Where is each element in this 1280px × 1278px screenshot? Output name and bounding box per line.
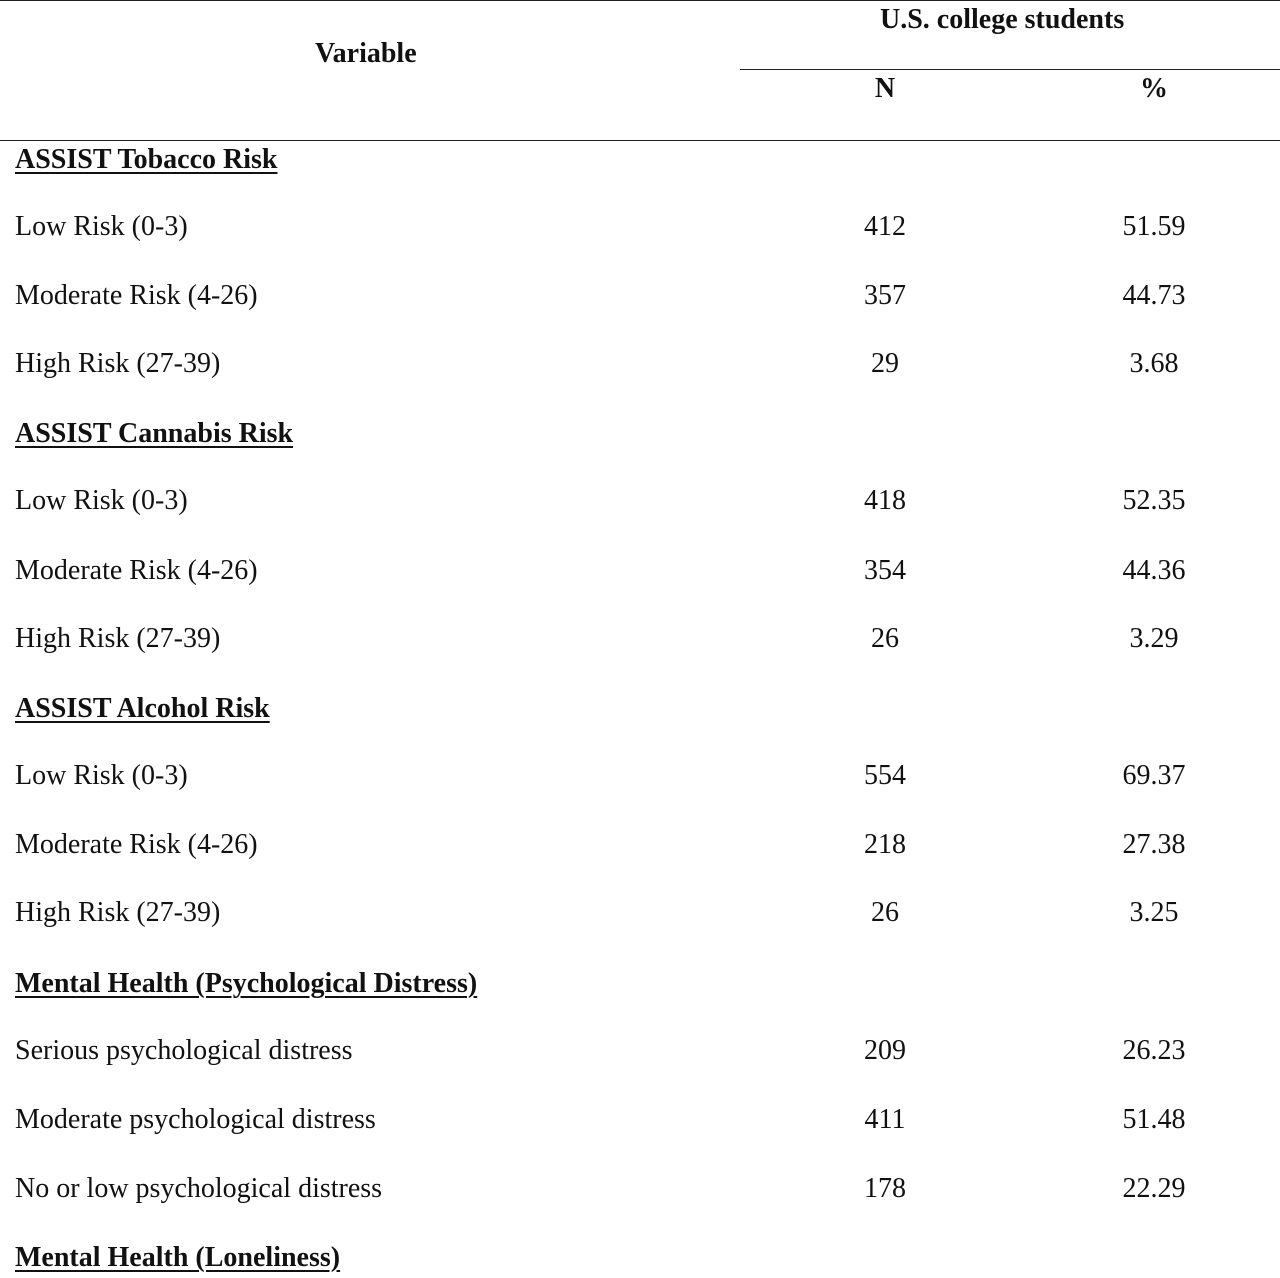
table-row [0, 756, 1280, 796]
row-label: Low Risk (0-3) [15, 760, 188, 791]
section-title: ASSIST Cannabis Risk [15, 418, 294, 449]
pct-cell: 22.29 [1122, 1173, 1186, 1204]
n-cell: 418 [864, 485, 906, 516]
section-header-row [0, 689, 1280, 729]
row-label: Low Risk (0-3) [15, 485, 188, 516]
pct-cell: 51.59 [1122, 211, 1186, 242]
table-row [0, 481, 1280, 521]
n-cell: 357 [864, 280, 906, 311]
variable-header: Variable [315, 38, 417, 69]
n-cell: 411 [864, 1104, 906, 1135]
n-column-header: N [874, 73, 896, 104]
pct-cell: 44.36 [1122, 555, 1186, 586]
pct-cell: 44.73 [1122, 280, 1186, 311]
row-label: Low Risk (0-3) [15, 211, 188, 242]
n-cell: 26 [871, 623, 899, 654]
n-cell: 354 [864, 555, 906, 586]
n-cell: 554 [864, 760, 906, 791]
table-row [0, 207, 1280, 247]
section-title: ASSIST Alcohol Risk [15, 693, 270, 724]
n-cell: 218 [864, 829, 906, 860]
n-cell: 29 [871, 348, 899, 379]
table-row [0, 344, 1280, 384]
row-label: High Risk (27-39) [15, 897, 221, 928]
n-cell: 26 [871, 897, 899, 928]
n-cell: 178 [864, 1173, 906, 1204]
pct-cell: 69.37 [1122, 760, 1186, 791]
section-title: ASSIST Tobacco Risk [15, 144, 278, 175]
table-row [0, 551, 1280, 591]
row-label: High Risk (27-39) [15, 348, 221, 379]
n-cell: 209 [864, 1035, 906, 1066]
pct-column-header: % [1140, 73, 1168, 104]
row-label: Moderate Risk (4-26) [15, 829, 258, 860]
table-row [0, 893, 1280, 933]
section-header-row [0, 140, 1280, 180]
pct-cell: 27.38 [1122, 829, 1186, 860]
pct-cell: 3.68 [1129, 348, 1179, 379]
table-row [0, 1100, 1280, 1140]
row-label: High Risk (27-39) [15, 623, 221, 654]
section-header-row [0, 414, 1280, 454]
pct-cell: 26.23 [1122, 1035, 1186, 1066]
row-label: Serious psychological distress [15, 1035, 353, 1066]
pct-cell: 3.25 [1129, 897, 1179, 928]
pct-cell: 3.29 [1129, 623, 1179, 654]
pct-cell: 52.35 [1122, 485, 1186, 516]
table-row [0, 825, 1280, 865]
top-rule [0, 0, 1280, 1]
section-header-row [0, 1238, 1280, 1278]
row-label: No or low psychological distress [15, 1173, 383, 1204]
section-title: Mental Health (Loneliness) [15, 1242, 341, 1273]
row-label: Moderate Risk (4-26) [15, 555, 258, 586]
section-title: Mental Health (Psychological Distress) [15, 968, 478, 999]
row-label: Moderate Risk (4-26) [15, 280, 258, 311]
table-row [0, 1169, 1280, 1209]
group-header: U.S. college students [880, 4, 1125, 35]
pct-cell: 51.48 [1122, 1104, 1186, 1135]
table-row [0, 276, 1280, 316]
section-header-row [0, 964, 1280, 1004]
row-label: Moderate psychological distress [15, 1104, 376, 1135]
table-row [0, 619, 1280, 659]
group-rule [740, 69, 1280, 70]
table-row [0, 1031, 1280, 1071]
n-cell: 412 [864, 211, 906, 242]
